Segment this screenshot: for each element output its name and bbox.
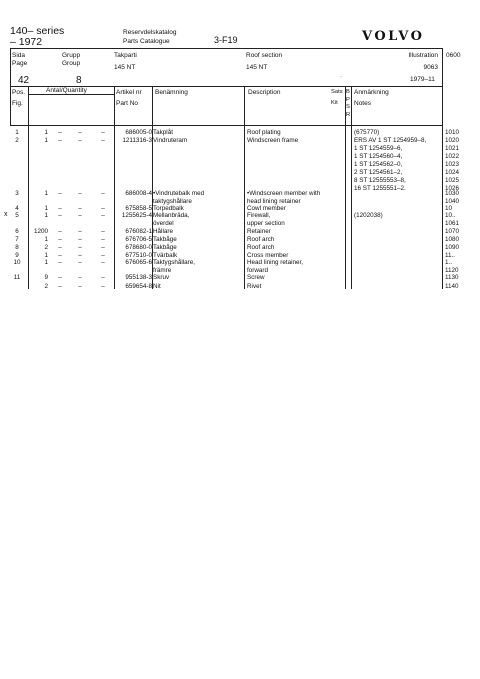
catalog-sv: Reservdelskatalog	[123, 29, 177, 36]
row-code: 10..	[445, 212, 456, 219]
row-code: 1025	[445, 177, 460, 184]
catalog-code: 3-F19	[214, 35, 238, 45]
row-description: Cowl member	[247, 205, 286, 212]
row-benamning: taktygshållare	[153, 198, 192, 205]
row-article-no: 676706-5	[125, 236, 152, 243]
catalog-en: Parts Catalogue	[123, 38, 170, 45]
row-qty-3: –	[78, 205, 82, 212]
col-p: P	[346, 96, 350, 103]
row-qty-4: –	[101, 244, 105, 251]
row-description: •Windscreen member with	[247, 190, 321, 197]
col-sats	[331, 89, 343, 107]
row-pos: 5	[15, 212, 19, 219]
row-qty-2: –	[58, 236, 62, 243]
row-qty-1: 1	[44, 252, 48, 259]
row-qty-1: 1	[44, 129, 48, 136]
row-pos: 10	[13, 259, 21, 266]
row-benamning: Vindruteram	[153, 137, 188, 144]
row-qty-1: 1	[44, 137, 48, 144]
vline-kit	[351, 86, 352, 289]
row-code: 1010	[445, 129, 460, 136]
row-article-no: 676082-1	[125, 228, 152, 235]
col-notes-text: Notes	[354, 99, 371, 107]
stray-dot: ·	[340, 74, 342, 80]
row-code: 1090	[445, 244, 460, 251]
row-benamning: Takbåge	[153, 244, 177, 251]
illustration-value: 9063	[423, 63, 438, 71]
row-article-no: 686008-4	[125, 190, 152, 197]
row-qty-4: –	[101, 137, 105, 144]
col-kit-text: Kit	[331, 99, 338, 106]
row-qty-4: –	[101, 252, 105, 259]
takparti-value: 145 NT	[114, 63, 136, 71]
row-qty-3: –	[78, 190, 82, 197]
row-qty-3: –	[78, 252, 82, 259]
row-qty-4: –	[101, 190, 105, 197]
row-note: ERS AV 1 ST 1254959–8,	[354, 137, 427, 144]
col-sats-text: Sats	[331, 89, 343, 95]
row-description: Rivet	[247, 283, 262, 290]
col-r: R	[346, 111, 351, 118]
col-fig-text: Fig.	[12, 99, 23, 107]
row-qty-3: –	[78, 137, 82, 144]
row-qty-3: –	[78, 228, 82, 235]
row-qty-1: 1	[44, 190, 48, 197]
row-qty-3: –	[78, 236, 82, 243]
row-description: Firewall,	[247, 212, 271, 219]
row-code: 1030	[445, 190, 460, 197]
page-number: 42	[18, 75, 30, 86]
row-code: 1040	[445, 198, 460, 205]
row-code: 11..	[445, 252, 456, 259]
row-code: 1020	[445, 137, 460, 144]
row-qty-4: –	[101, 228, 105, 235]
row-note: (675770)	[354, 129, 380, 136]
col-benamning: Benämning	[155, 89, 188, 96]
illustration-block	[398, 52, 438, 71]
row-code: 1026	[445, 185, 460, 192]
row-description: Head lining retainer,	[247, 259, 304, 266]
group-text: Group	[62, 59, 81, 67]
row-note: (1202038)	[354, 212, 383, 219]
row-qty-3: –	[78, 129, 82, 136]
row-qty-2: –	[58, 205, 62, 212]
row-code: 10	[445, 205, 453, 212]
series-name: 140– series	[10, 25, 65, 37]
row-code: 1130	[445, 274, 459, 281]
row-note: 1 ST 1254560–4,	[354, 153, 403, 160]
row-qty-1: 1	[44, 212, 48, 219]
vline-ben	[244, 86, 245, 289]
sida-text: Sida	[12, 52, 26, 59]
row-qty-2: –	[58, 129, 62, 136]
row-code: 1120	[445, 267, 459, 274]
row-qty-4: –	[101, 236, 105, 243]
row-qty-4: –	[101, 129, 105, 136]
rule-top	[10, 48, 442, 49]
row-qty-2: –	[58, 283, 62, 290]
row-qty-4: –	[101, 259, 105, 266]
row-pos: 8	[15, 244, 19, 251]
illustration-label: Illustration	[408, 52, 438, 59]
row-qty-2: –	[58, 244, 62, 251]
vline-left	[10, 48, 11, 126]
volvo-logo: VOLVO	[362, 29, 425, 44]
row-description: Roof arch	[247, 236, 275, 243]
row-pos: 4	[15, 205, 19, 212]
row-note: 8 ST 12555553–8,	[354, 177, 406, 184]
row-article-no: 678680-0	[125, 244, 152, 251]
row-qty-1: 1	[44, 259, 48, 266]
row-code: 1061	[445, 220, 460, 227]
row-pos: 11	[13, 274, 21, 281]
row-pos: 1	[15, 129, 19, 136]
row-code: 1023	[445, 161, 460, 168]
row-article-no: 676065-6	[125, 259, 152, 266]
col-pos	[12, 89, 25, 107]
row-description: forward	[247, 267, 268, 274]
row-qty-4: –	[101, 274, 105, 281]
row-qty-2: –	[58, 274, 62, 281]
row-benamning: •Vindrutebalk med	[153, 190, 205, 197]
row-benamning: Tvärbalk	[153, 252, 178, 259]
row-qty-1: 2	[44, 244, 48, 251]
row-qty-3: –	[78, 212, 82, 219]
col-bpsr	[346, 89, 350, 119]
row-description: head lining retainer	[247, 198, 301, 205]
takparti-block	[114, 52, 137, 71]
row-pos: 6	[15, 228, 19, 235]
row-qty-1: 1200	[33, 228, 48, 235]
row-qty-4: –	[101, 205, 105, 212]
row-qty-4: –	[101, 283, 105, 290]
row-code: 1070	[445, 228, 460, 235]
row-description: Screw	[247, 274, 265, 281]
row-qty-2: –	[58, 212, 62, 219]
row-pos: 7	[15, 236, 19, 243]
row-qty-2: –	[58, 137, 62, 144]
row-benamning: Takbåge	[153, 236, 177, 243]
col-article	[116, 89, 142, 107]
row-qty-3: –	[78, 274, 82, 281]
row-code: 1080	[445, 236, 460, 243]
series-title	[10, 26, 64, 48]
row-pos: 9	[15, 252, 19, 259]
row-article-no: 677510-0	[125, 252, 152, 259]
row-qty-4: –	[101, 212, 105, 219]
row-benamning: överdel	[153, 220, 174, 227]
row-benamning: Hållare	[153, 228, 173, 235]
row-description: Windscreen frame	[247, 137, 299, 144]
row-qty-1: 1	[44, 236, 48, 243]
row-article-no: 1255625-4	[121, 212, 152, 219]
roof-label: Roof section	[246, 52, 283, 59]
row-benamning: Nit	[153, 283, 161, 290]
row-note: 2 ST 1254561–2,	[354, 169, 403, 176]
group-number: 8	[76, 75, 82, 86]
row-pos: 2	[15, 137, 19, 144]
col-notes	[354, 89, 389, 107]
row-qty-1: 9	[44, 274, 48, 281]
row-qty-3: –	[78, 283, 82, 290]
row-qty-3: –	[78, 259, 82, 266]
col-quantity: Antal/Quantity	[46, 87, 87, 94]
roof-block	[246, 52, 282, 71]
row-description: Retainer	[247, 228, 271, 235]
row-description: upper section	[247, 220, 285, 227]
row-qty-2: –	[58, 190, 62, 197]
row-article-no: 686005-0	[125, 129, 152, 136]
row-code: 1021	[445, 145, 460, 152]
takparti-label: Takparti	[114, 52, 137, 59]
col-partno-text: Part No	[116, 99, 139, 107]
col-artikel-text: Artikel nr	[116, 89, 142, 96]
row-article-no: 1211316-3	[122, 137, 152, 144]
row-qty-2: –	[58, 228, 62, 235]
row-article-no: 659654-8	[125, 283, 152, 290]
row-benamning: Torpedbalk	[153, 205, 184, 212]
sida-label	[12, 52, 27, 67]
row-article-no: 675858-5	[125, 205, 152, 212]
date: 1979–11	[410, 76, 435, 83]
row-description: Roof plating	[247, 129, 281, 136]
row-benamning: Mellanbräda,	[153, 212, 190, 219]
row-note: 1 ST 1254562–0,	[354, 161, 403, 168]
grupp-label	[62, 52, 80, 67]
row-note: 1 ST 1254559–6,	[354, 145, 403, 152]
row-benamning: Takplåt	[153, 129, 173, 136]
roof-value: 145 NT	[246, 63, 268, 71]
row-code: 1..	[445, 259, 453, 266]
rule-header-bottom	[10, 125, 442, 126]
row-description: Cross member	[247, 252, 289, 259]
row-description: Roof arch	[247, 244, 275, 251]
row-qty-1: 2	[44, 283, 48, 290]
col-s: S	[346, 104, 350, 110]
col-anmarkning-text: Anmärkning	[354, 89, 389, 96]
col-description: Description	[248, 89, 281, 96]
row-code: 1140	[445, 283, 459, 290]
row-benamning: främre	[153, 267, 172, 274]
page-text: Page	[12, 59, 28, 67]
row-qty-3: –	[78, 244, 82, 251]
row-note: 16 ST 1255551–2.	[354, 185, 406, 192]
row-qty-2: –	[58, 252, 62, 259]
col-b: B	[346, 89, 350, 95]
vline-right	[442, 48, 443, 289]
row-code: 1024	[445, 169, 460, 176]
margin-mark: x	[4, 211, 8, 218]
col-pos-text: Pos.	[12, 89, 26, 96]
row-article-no: 955138-3	[125, 274, 152, 281]
row-benamning: Skruv	[153, 274, 170, 281]
row-code: 1022	[445, 153, 460, 160]
corner-code: 0600	[446, 52, 461, 59]
row-pos: 3	[15, 190, 19, 197]
grupp-text: Grupp	[62, 52, 81, 59]
catalog-title	[123, 28, 176, 46]
row-qty-2: –	[58, 259, 62, 266]
row-benamning: Taktygshållare,	[153, 259, 195, 266]
row-qty-1: 1	[44, 205, 48, 212]
series-year: – 1972	[10, 36, 43, 48]
